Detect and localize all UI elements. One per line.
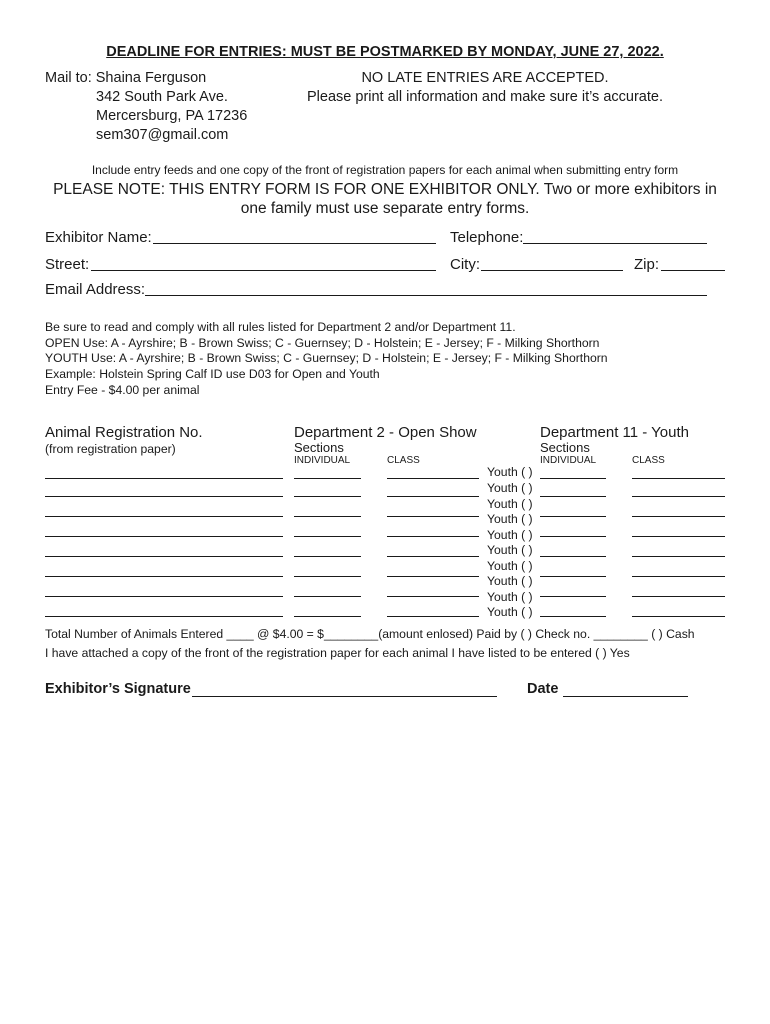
dept11-class-head: CLASS <box>632 455 665 466</box>
street-label: Street: <box>45 256 90 273</box>
animal-reg-field[interactable] <box>45 496 283 497</box>
open-individual-field[interactable] <box>294 616 361 617</box>
dept11-individual-head: INDIVIDUAL <box>540 455 597 466</box>
youth-individual-field[interactable] <box>540 516 606 517</box>
youth-checkbox[interactable]: Youth ( ) <box>487 574 533 588</box>
youth-checkbox[interactable]: Youth ( ) <box>487 559 533 573</box>
animal-reg-field[interactable] <box>45 556 283 557</box>
telephone-field[interactable] <box>523 243 707 244</box>
youth-class-field[interactable] <box>632 478 725 479</box>
youth-class-field[interactable] <box>632 596 725 597</box>
zip-field[interactable] <box>661 270 725 271</box>
exhibitor-name-field[interactable] <box>153 243 436 244</box>
animal-reg-field[interactable] <box>45 596 283 597</box>
from-paper-note: (from registration paper) <box>45 442 176 456</box>
please-note: PLEASE NOTE: THIS ENTRY FORM IS FOR ONE EXHIBITOR ONLY. Two or more exhibitors in one family must use separate entry forms. <box>53 181 717 217</box>
youth-class-field[interactable] <box>632 616 725 617</box>
open-class-field[interactable] <box>387 616 479 617</box>
zip-label: Zip: <box>634 256 660 273</box>
dept11-sections: Sections <box>540 440 590 455</box>
animal-reg-heading: Animal Registration No. <box>45 424 203 441</box>
deadline-heading: DEADLINE FOR ENTRIES: MUST BE POSTMARKED BY MONDAY, JUNE 27, 2022. <box>106 44 664 60</box>
total-animals-line: Total Number of Animals Entered ____ @ $4.00 = $________(amount enlosed) Paid by ( ) Check no. ________ ( ) Cash <box>45 627 695 641</box>
open-individual-field[interactable] <box>294 516 361 517</box>
email-field[interactable] <box>145 295 707 296</box>
youth-individual-field[interactable] <box>540 576 606 577</box>
animal-reg-field[interactable] <box>45 516 283 517</box>
open-individual-field[interactable] <box>294 596 361 597</box>
open-class-field[interactable] <box>387 556 479 557</box>
street-field[interactable] <box>91 270 436 271</box>
open-class-field[interactable] <box>387 576 479 577</box>
animal-reg-field[interactable] <box>45 576 283 577</box>
dept2-class-head: CLASS <box>387 455 420 466</box>
animal-reg-field[interactable] <box>45 478 283 479</box>
dept2-sections: Sections <box>294 440 344 455</box>
open-individual-field[interactable] <box>294 536 361 537</box>
youth-class-field[interactable] <box>632 536 725 537</box>
open-class-field[interactable] <box>387 478 479 479</box>
youth-checkbox[interactable]: Youth ( ) <box>487 605 533 619</box>
open-class-field[interactable] <box>387 516 479 517</box>
mail-to-name: Mail to: Shaina Ferguson <box>45 70 207 86</box>
dept11-heading: Department 11 - Youth <box>540 424 689 441</box>
print-info-notice: Please print all information and make sure it’s accurate. <box>307 89 663 105</box>
youth-checkbox[interactable]: Youth ( ) <box>487 497 533 511</box>
telephone-label: Telephone: <box>450 229 524 246</box>
dept2-heading: Department 2 - Open Show <box>294 424 477 441</box>
youth-individual-field[interactable] <box>540 596 606 597</box>
no-late-notice: NO LATE ENTRIES ARE ACCEPTED. <box>361 70 609 86</box>
date-field[interactable] <box>563 696 688 697</box>
rules-line-5: Entry Fee - $4.00 per animal <box>45 383 200 397</box>
youth-checkbox[interactable]: Youth ( ) <box>487 512 533 526</box>
mail-to-email: sem307@gmail.com <box>96 127 229 143</box>
open-individual-field[interactable] <box>294 576 361 577</box>
youth-individual-field[interactable] <box>540 616 606 617</box>
city-field[interactable] <box>481 270 623 271</box>
rules-line-4: Example: Holstein Spring Calf ID use D03 for Open and Youth <box>45 367 380 381</box>
youth-individual-field[interactable] <box>540 496 606 497</box>
open-individual-field[interactable] <box>294 556 361 557</box>
youth-checkbox[interactable]: Youth ( ) <box>487 481 533 495</box>
open-class-field[interactable] <box>387 596 479 597</box>
youth-individual-field[interactable] <box>540 478 606 479</box>
mail-to-city: Mercersburg, PA 17236 <box>96 108 248 124</box>
include-note: Include entry feeds and one copy of the front of registration papers for each animal when submitting entry form <box>91 163 679 177</box>
open-individual-field[interactable] <box>294 496 361 497</box>
youth-checkbox[interactable]: Youth ( ) <box>487 528 533 542</box>
open-individual-field[interactable] <box>294 478 361 479</box>
animal-reg-field[interactable] <box>45 616 283 617</box>
youth-checkbox[interactable]: Youth ( ) <box>487 543 533 557</box>
youth-checkbox[interactable]: Youth ( ) <box>487 590 533 604</box>
rules-line-1: Be sure to read and comply with all rules listed for Department 2 and/or Department 11. <box>45 320 516 334</box>
youth-class-field[interactable] <box>632 516 725 517</box>
youth-checkbox[interactable]: Youth ( ) <box>487 465 533 479</box>
exhibitor-name-label: Exhibitor Name: <box>45 229 152 246</box>
animal-reg-field[interactable] <box>45 536 283 537</box>
date-label: Date <box>527 681 559 697</box>
dept2-individual-head: INDIVIDUAL <box>294 455 351 466</box>
city-label: City: <box>450 256 480 273</box>
rules-line-2: OPEN Use: A - Ayrshire; B - Brown Swiss; C - Guernsey; D - Holstein; E - Jersey; F - Milking Shorthorn <box>45 336 600 350</box>
email-label: Email Address: <box>45 281 146 298</box>
rules-line-3: YOUTH Use: A - Ayrshire; B - Brown Swiss; C - Guernsey; D - Holstein; E - Jersey; F - Milking Shorthorn <box>45 351 608 365</box>
youth-class-field[interactable] <box>632 496 725 497</box>
youth-class-field[interactable] <box>632 576 725 577</box>
youth-class-field[interactable] <box>632 556 725 557</box>
open-class-field[interactable] <box>387 536 479 537</box>
signature-field[interactable] <box>192 696 497 697</box>
attached-copy-line: I have attached a copy of the front of the registration paper for each animal I have listed to be entered ( ) Yes <box>45 646 630 660</box>
youth-individual-field[interactable] <box>540 556 606 557</box>
youth-individual-field[interactable] <box>540 536 606 537</box>
open-class-field[interactable] <box>387 496 479 497</box>
signature-label: Exhibitor’s Signature <box>45 681 191 697</box>
mail-to-street: 342 South Park Ave. <box>96 89 228 105</box>
